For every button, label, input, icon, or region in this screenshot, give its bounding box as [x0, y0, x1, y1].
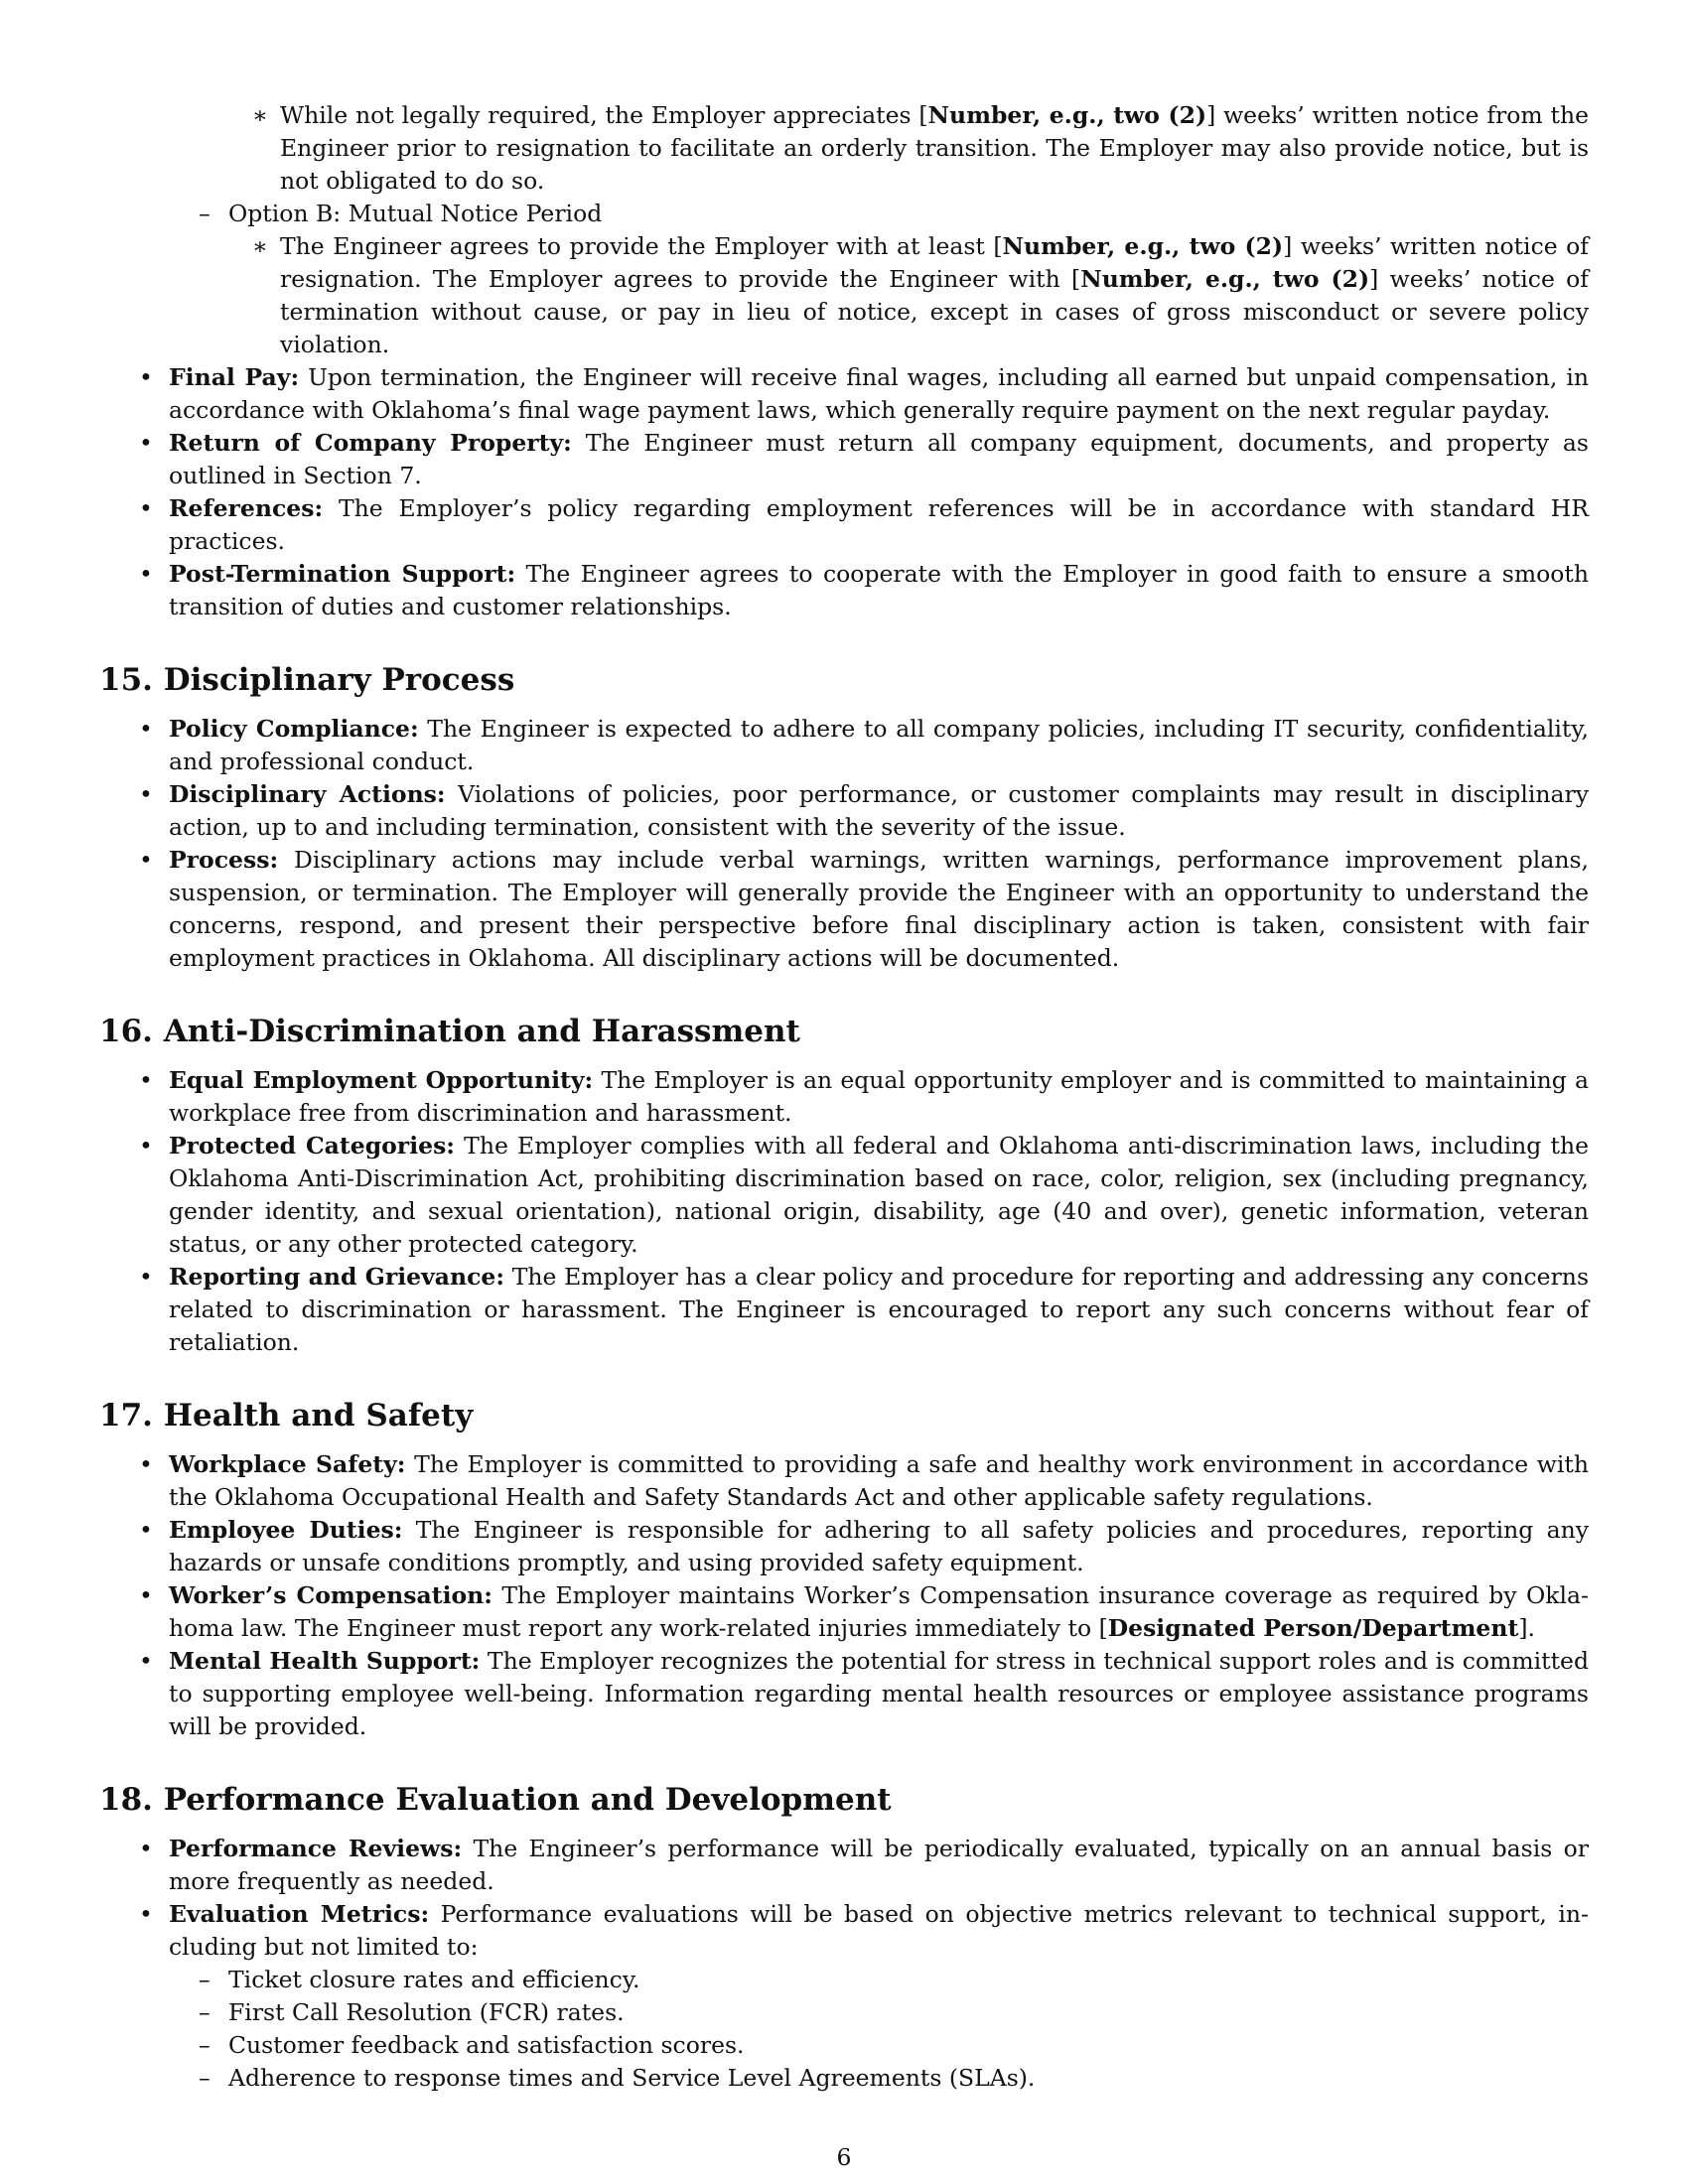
list-item: • Workplace Safety: The Employer is committed to providing a safe and healthy work environment in accordance with the Oklahoma Occupational Health and Safety Standards Act and other applicable safety regulations.: [99, 1448, 1589, 1514]
section-15-heading: 15. Disciplinary Process: [99, 662, 515, 698]
section-17-heading: 17. Health and Safety: [99, 1398, 474, 1433]
section-16-heading: 16. Anti-Discrimination and Harassment: [99, 1014, 800, 1049]
option-b-detail: ∗ The Engineer agrees to provide the Employer with at least [Number, e.g., two (2)] weeks’ written notice of resignation. The Employer agrees to provide the Engineer with [Number, e.g., two (2)] weeks’ notice of termination without cause, or pay in lieu of notice, except in cases of gross misconduct or severe policy violation.: [99, 230, 1589, 361]
list-item: • Post-Termination Support: The Engineer agrees to cooperate with the Employer in good faith to ensure a smooth transition of duties and customer relationships.: [99, 558, 1589, 623]
option-a-detail: ∗ While not legally required, the Employer appreciates [Number, e.g., two (2)] weeks’ written notice from the Engineer prior to resignation to facilitate an orderly transition. The Employer may also provide notice, but is not obligated to do so.: [99, 99, 1589, 198]
list-item: • Mental Health Support: The Employer recognizes the potential for stress in technical support roles and is committed to supporting employee well-being. Information regarding mental health resources or employee assistance programs will be provided.: [99, 1645, 1589, 1743]
list-item: • Employee Duties: The Engineer is responsible for adhering to all safety policies and procedures, reporting any hazards or unsafe conditions promptly, and using provided safety equipment.: [99, 1514, 1589, 1579]
option-b-label: – Option B: Mutual Notice Period: [99, 198, 1589, 230]
section-18-heading: 18. Performance Evaluation and Development: [99, 1782, 892, 1818]
list-item: • Policy Compliance: The Engineer is expected to adhere to all company policies, including IT security, confidentiality, and professional conduct.: [99, 713, 1589, 778]
list-item: • Final Pay: Upon termination, the Engineer will receive final wages, including all earned but unpaid compensation, in accordance with Oklahoma’s final wage payment laws, which generally require payment on the next regular payday.: [99, 361, 1589, 427]
list-item: • Disciplinary Actions: Violations of policies, poor performance, or customer complaints may result in disciplinary action, up to and including termination, consistent with the severity of the issue.: [99, 778, 1589, 844]
list-item: • Protected Categories: The Employer complies with all federal and Oklahoma anti-discrimination laws, including the Oklahoma Anti-Discrimination Act, prohibiting discrimination based on race, color, religion, sex (including pregnancy, gender identity, and sexual orientation), national origin, disability, age (40 and over), genetic information, veteran status, or any other protected category.: [99, 1130, 1589, 1261]
metric-item: – Customer feedback and satisfaction scores.: [99, 2029, 1589, 2062]
metric-item: – First Call Resolution (FCR) rates.: [99, 1996, 1589, 2029]
list-item: • Return of Company Property: The Engineer must return all company equipment, documents, and property as outlined in Section 7.: [99, 427, 1589, 492]
list-item: • Reporting and Grievance: The Employer has a clear policy and procedure for reporting and addressing any concerns related to discrimination or harassment. The Engineer is encouraged to report any such concerns without fear of retaliation.: [99, 1261, 1589, 1359]
list-item: • Performance Reviews: The Engineer’s performance will be periodically evaluated, typically on an annual basis or more frequently as needed.: [99, 1833, 1589, 1898]
list-item: • Evaluation Metrics: Performance evaluations will be based on objective metrics relevant to technical support, including but not limited to:: [99, 1898, 1589, 1964]
list-item: • Worker’s Compensation: The Employer maintains Worker’s Compensation insurance coverage as required by Oklahoma law. The Engineer must report any work-related injuries immediately to [Designated Person/Department].: [99, 1579, 1589, 1645]
page-content: [99, 99, 1589, 2095]
metric-item: – Ticket closure rates and efficiency.: [99, 1964, 1589, 1996]
list-item: • Equal Employment Opportunity: The Employer is an equal opportunity employer and is committed to maintaining a workplace free from discrimination and harassment.: [99, 1064, 1589, 1130]
page-number: 6: [836, 2143, 852, 2171]
list-item: • Process: Disciplinary actions may include verbal warnings, written warnings, performance improvement plans, suspension, or termination. The Employer will generally provide the Engineer with an opportunity to understand the concerns, respond, and present their perspective before final disciplinary action is taken, consistent with fair employment practices in Oklahoma. All disciplinary actions will be documented.: [99, 844, 1589, 975]
metric-item: – Adherence to response times and Service Level Agreements (SLAs).: [99, 2062, 1589, 2095]
list-item: • References: The Employer’s policy regarding employment references will be in accordance with standard HR practices.: [99, 492, 1589, 558]
